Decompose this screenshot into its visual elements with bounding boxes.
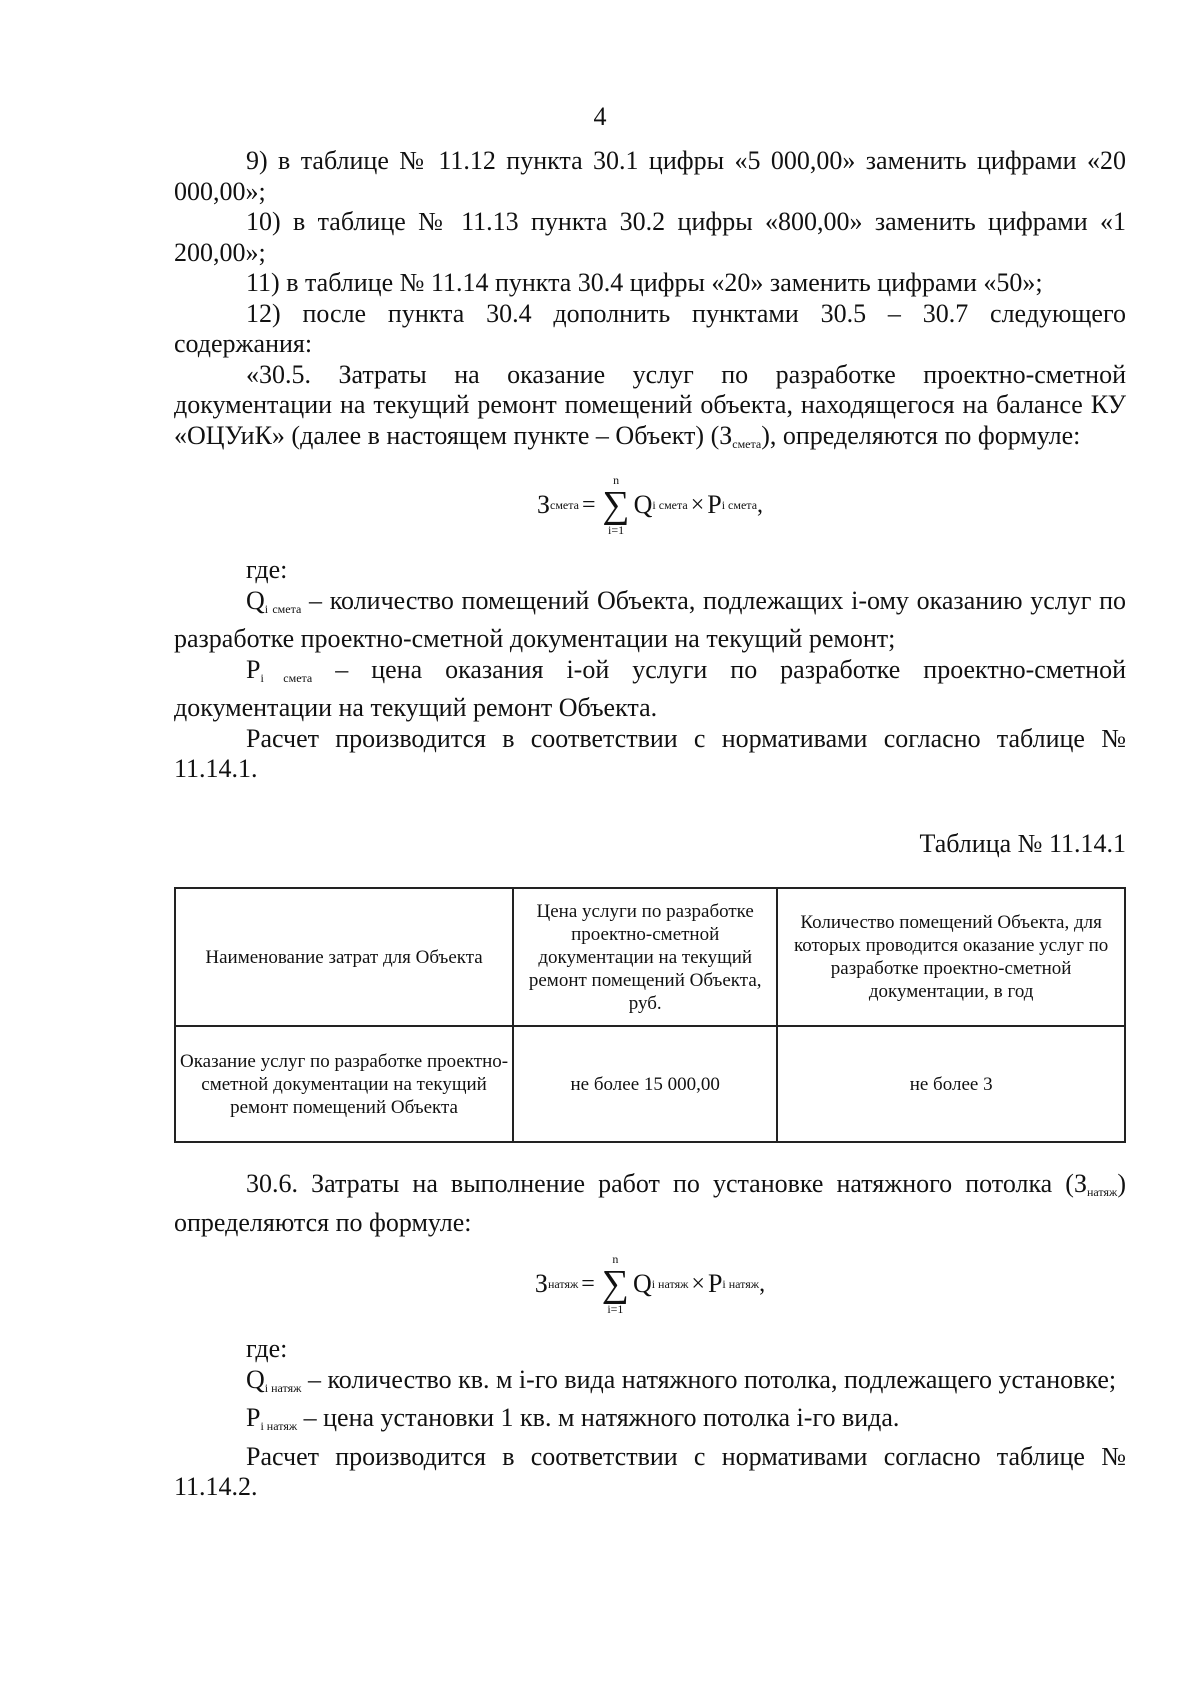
q-smeta-description: – количество помещений Объекта, подлежащих i-ому оказанию услуг по разработке проектно-сметной документации на текущий ремонт; bbox=[174, 585, 1127, 653]
section-30-5-where: где: bbox=[246, 555, 288, 584]
q-natyazh-description: – количество кв. м i-го вида натяжного потолка, подлежащего установке; bbox=[301, 1364, 1117, 1394]
table-header-quantity: Количество помещений Объекта, для которых проводится оказание услуг по разработке проектно-сметной документации, в год bbox=[777, 888, 1125, 1026]
section-30-5-q-definition bbox=[174, 586, 1126, 655]
sigma-symbol: ∑ bbox=[602, 484, 630, 526]
q-smeta-sub: i смета bbox=[264, 601, 302, 616]
section-30-5-calc-note: Расчет производится в соответствии с нормативами согласно таблице № 11.14.1. bbox=[174, 723, 1126, 783]
formula-smeta-sum-lower: i=1 bbox=[608, 523, 625, 537]
p-smeta-sub: i смета bbox=[260, 670, 313, 685]
table-cell-cost-name: Оказание услуг по разработке проектно-сметной документации на текущий ремонт помещений Объекта bbox=[175, 1026, 513, 1142]
section-30-5-intro-sub: смета bbox=[732, 436, 762, 451]
p-natyazh-description: – цена установки 1 кв. м натяжного потолка i-го вида. bbox=[297, 1403, 900, 1432]
table-cell-price: не более 15 000,00 bbox=[513, 1026, 777, 1142]
page-number: 4 bbox=[593, 102, 607, 131]
section-30-5-intro bbox=[174, 360, 1126, 460]
section-30-6-p-definition bbox=[174, 1403, 1126, 1442]
formula-smeta-lhs: З bbox=[536, 489, 551, 519]
section-30-5-intro-end: ), определяются по формуле: bbox=[761, 420, 1081, 450]
q-smeta-symbol: Q bbox=[246, 585, 265, 615]
amendment-item-11: 11) в таблице № 11.14 пункта 30.4 цифры «20» заменить цифрами «50»; bbox=[246, 268, 1043, 297]
formula-natyazh-lhs: З bbox=[534, 1268, 548, 1298]
section-30-6-q-definition bbox=[174, 1365, 1126, 1404]
table-header-cost-name: Наименование затрат для Объекта bbox=[175, 888, 513, 1026]
amendment-item-12: 12) после пункта 30.4 дополнить пунктами 30.5 – 30.7 следующего содержания: bbox=[174, 298, 1126, 358]
p-natyazh-symbol: P bbox=[246, 1403, 261, 1432]
formula-smeta-p: P bbox=[707, 489, 722, 519]
formula-smeta-p-sub: i смета bbox=[721, 497, 758, 512]
section-30-6-intro bbox=[174, 1169, 1126, 1238]
section-30-6-intro-text: 30.6. Затраты на выполнение работ по установке натяжного потолка (З bbox=[246, 1169, 1087, 1198]
formula-natyazh-sum-lower: i=1 bbox=[607, 1302, 624, 1316]
formula-natyazh-sum bbox=[602, 1252, 629, 1316]
q-natyazh-symbol: Q bbox=[246, 1364, 265, 1394]
norms-table bbox=[174, 887, 1126, 1143]
formula-natyazh-q-sub: i натяж bbox=[651, 1276, 689, 1291]
amendment-item-9-line1: 9) в таблице № 11.12 пункта 30.1 цифры «5 000,00» заменить цифрами bbox=[246, 146, 1077, 175]
formula-smeta bbox=[174, 469, 1126, 541]
formula-natyazh-p-sub: i натяж bbox=[722, 1276, 760, 1291]
formula-natyazh-q: Q bbox=[632, 1268, 652, 1298]
table-header-row bbox=[175, 888, 1125, 1026]
sigma-symbol: ∑ bbox=[601, 1263, 629, 1305]
section-30-6-calc-note: Расчет производится в соответствии с нормативами согласно таблице № 11.14.2. bbox=[174, 1441, 1126, 1501]
formula-smeta-sum bbox=[603, 473, 630, 537]
section-30-5-intro-text: «30.5. Затраты на оказание услуг по разработке проектно-сметной документации на текущий ремонт помещений объекта, находящегося на балансе КУ «ОЦУиК» (далее в настоящем пункте – Объект) (З bbox=[174, 359, 1126, 450]
section-30-6-where: где: bbox=[246, 1334, 288, 1363]
formula-smeta-times: × bbox=[690, 491, 705, 518]
amendment-item-10-line2: «1 200,00»; bbox=[174, 207, 1127, 267]
formula-smeta-q-sub: i смета bbox=[652, 497, 688, 512]
section-30-6-intro-end: ) определяются по формуле: bbox=[174, 1169, 1126, 1237]
document-body bbox=[174, 146, 1126, 1503]
p-natyazh-sub: i натяж bbox=[260, 1419, 298, 1433]
formula-smeta-sum-upper: n bbox=[613, 473, 620, 487]
table-header-price: Цена услуги по разработке проектно-сметной документации на текущий ремонт помещений Объекта, руб. bbox=[513, 888, 777, 1026]
table-cell-quantity: не более 3 bbox=[777, 1026, 1125, 1142]
formula-natyazh-times: × bbox=[691, 1270, 705, 1297]
amendment-item-9 bbox=[174, 146, 1126, 207]
q-natyazh-sub: i натяж bbox=[264, 1380, 302, 1395]
formula-natyazh-tail: , bbox=[759, 1270, 766, 1297]
formula-natyazh-lhs-sub: натяж bbox=[547, 1276, 579, 1291]
formula-natyazh bbox=[174, 1248, 1126, 1320]
table-caption: Таблица № 11.14.1 bbox=[919, 828, 1126, 858]
table-row bbox=[175, 1026, 1125, 1142]
formula-smeta-q: Q bbox=[633, 489, 653, 519]
amendment-item-10-line1: 10) в таблице № 11.13 пункта 30.2 цифры «800,00» заменить цифрами bbox=[246, 207, 1088, 236]
amendment-item-10 bbox=[174, 207, 1126, 268]
formula-smeta-tail: , bbox=[757, 491, 764, 518]
formula-smeta-lhs-sub: смета bbox=[550, 497, 579, 512]
p-smeta-description: – цена оказания i-ой услуги по разработке проектно-сметной документации на текущий ремонт Объекта. bbox=[174, 654, 1126, 722]
p-smeta-symbol: P bbox=[246, 654, 261, 684]
formula-smeta-equals: = bbox=[581, 491, 596, 518]
formula-natyazh-equals: = bbox=[581, 1270, 595, 1297]
section-30-5-p-definition bbox=[174, 655, 1126, 724]
amendment-item-9-line2: «20 000,00»; bbox=[174, 146, 1126, 206]
spacer bbox=[174, 1143, 1126, 1169]
formula-natyazh-p: P bbox=[707, 1268, 723, 1298]
section-30-6-intro-sub: натяж bbox=[1086, 1185, 1118, 1199]
formula-natyazh-sum-upper: n bbox=[612, 1252, 619, 1266]
